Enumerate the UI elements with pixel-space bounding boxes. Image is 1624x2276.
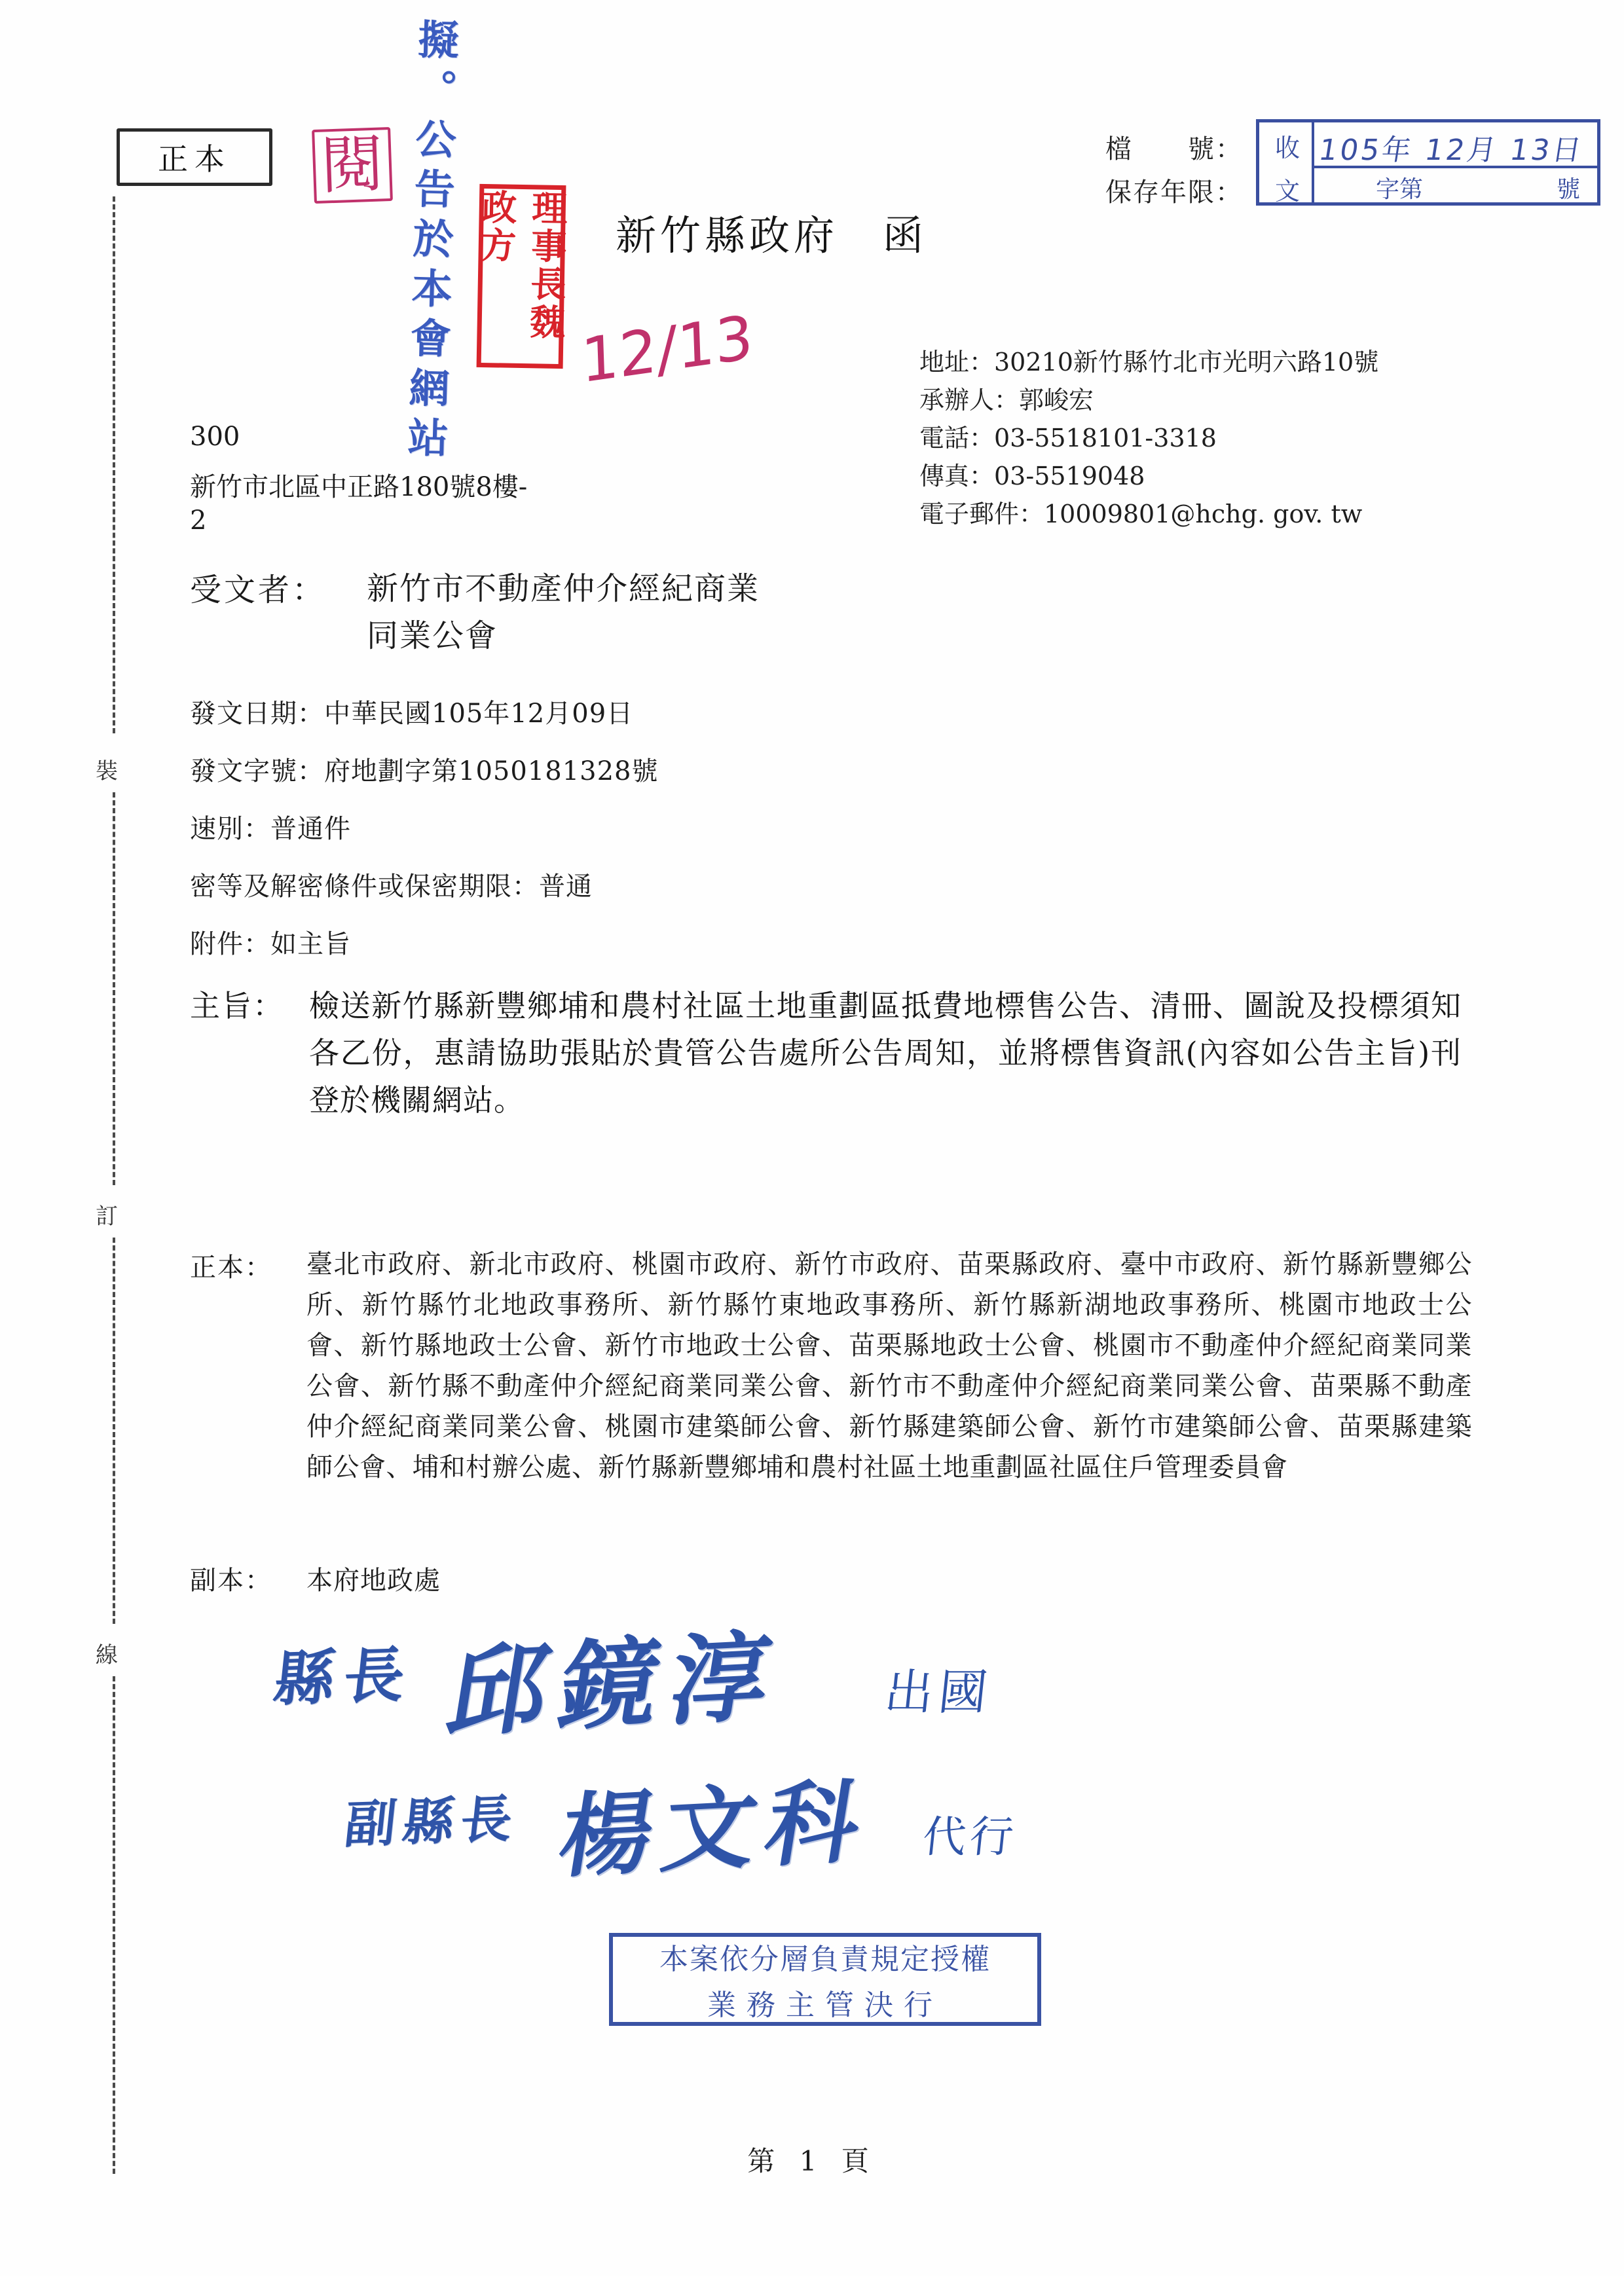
original-recipients-body: 臺北市政府、新北市政府、桃園市政府、新竹市政府、苗栗縣政府、臺中市政府、新竹縣新豐鄉公所、新竹縣竹北地政事務所、新竹縣竹東地政事務所、新竹縣新湖地政事務所、桃園市地政士公會、新竹縣地政士公會、新竹市地政士公會、苗栗縣地政士公會、桃園市不動產仲介經紀商業同業公會、新竹縣不動產仲介經紀商業同業公會、新竹市不動產仲介經紀商業同業公會、苗栗縣不動產仲介經紀商業同業公會、桃園市建築師公會、新竹縣建築師公會、新竹市建築師公會、苗栗縣建築師公會、埔和村辦公處、新竹縣新豐鄉埔和農村社區土地重劃區社區住戶管理委員會 bbox=[306, 1249, 1472, 1482]
authorization-stamp bbox=[609, 1933, 1041, 2026]
meta-document-number: 發文字號：府地劃字第1050181328號 bbox=[190, 756, 659, 786]
sender-contact-person: 承辦人：郭峻宏 bbox=[919, 386, 1094, 414]
signature-title-county-magistrate: 縣長 bbox=[270, 1639, 418, 1715]
signature-suffix-acting: 代行 bbox=[920, 1812, 1020, 1862]
binding-mark-ding: 訂 bbox=[96, 1203, 119, 1230]
page-footer: 第 1 頁 bbox=[747, 2145, 877, 2177]
binding-dash-4 bbox=[113, 1676, 115, 2174]
handwritten-note-annotation: 擬。公告於本會網站 bbox=[400, 18, 460, 467]
meta-issue-date: 發文日期：中華民國105年12月09日 bbox=[190, 699, 634, 729]
receipt-stamp bbox=[1256, 119, 1600, 206]
recipient-address-line-1: 新竹市北區中正路180號8樓- bbox=[190, 472, 528, 502]
binding-dash-2 bbox=[113, 792, 115, 1185]
meta-speed: 速別：普通件 bbox=[190, 814, 351, 844]
retention-period-label: 保存年限： bbox=[1105, 177, 1243, 208]
archive-number-label: 檔 號： bbox=[1105, 134, 1243, 164]
sender-contact-block bbox=[919, 343, 1378, 533]
signature-name-deputy-magistrate: 楊文科 bbox=[551, 1767, 879, 1892]
stamp-vertical-divider bbox=[1312, 122, 1314, 202]
chairman-seal bbox=[475, 184, 569, 369]
sender-phone: 電話：03-5518101-3318 bbox=[919, 424, 1217, 452]
signature-block bbox=[0, 1617, 1624, 1899]
page-title: 新竹縣政府 函 bbox=[616, 211, 928, 259]
signature-suffix-abroad: 出國 bbox=[881, 1664, 995, 1721]
duplicate-recipients-label: 副本： bbox=[190, 1566, 272, 1596]
binding-dash-3 bbox=[113, 1238, 115, 1624]
binding-mark-xian: 線 bbox=[96, 1642, 119, 1668]
recipient-address-line-2: 2 bbox=[190, 505, 207, 536]
sender-address: 地址：30210新竹縣竹北市光明六路10號 bbox=[919, 348, 1379, 376]
authorization-stamp-line-2: 業務主管決行 bbox=[707, 1989, 943, 2022]
recipient-name-line-1: 新竹市不動產仲介經紀商業 bbox=[367, 570, 760, 607]
authorization-stamp-line-1: 本案依分層負責規定授權 bbox=[659, 1943, 991, 1976]
stamp-word-document: 文 bbox=[1274, 177, 1300, 206]
chairman-seal-text: 理事長魏政方 bbox=[475, 188, 569, 342]
stamp-word-receive: 收 bbox=[1274, 134, 1300, 162]
subject-label: 主旨： bbox=[190, 988, 284, 1023]
receipt-serial-row bbox=[1320, 171, 1592, 204]
receipt-date-handwritten: 105年 12月 13日 bbox=[1316, 134, 1587, 167]
sender-fax: 傳真：03-5519048 bbox=[919, 462, 1145, 490]
recipient-name-line-2: 同業公會 bbox=[367, 617, 498, 654]
receipt-serial-suffix: 號 bbox=[1556, 176, 1580, 203]
recipient-zip: 300 bbox=[190, 422, 240, 452]
original-recipients-label: 正本： bbox=[190, 1253, 272, 1283]
handwritten-date-annotation: 12/13 bbox=[580, 302, 754, 397]
subject-body: 檢送新竹縣新豐鄉埔和農村社區土地重劃區抵費地標售公告、清冊、圖說及投標須知各乙份，惠請協助張貼於貴管公告處所公告周知，並將標售資訊(內容如公告主旨)刊登於機關網站。 bbox=[309, 988, 1462, 1118]
receipt-serial-prefix: 字第 bbox=[1376, 176, 1424, 203]
signature-name-county-magistrate: 邱鏡淳 bbox=[439, 1618, 792, 1752]
copy-type-box: 正本 bbox=[117, 128, 272, 186]
binding-mark-zhuang: 裝 bbox=[96, 758, 119, 784]
sender-email: 電子郵件：10009801@hchg. gov. tw bbox=[919, 500, 1363, 528]
review-seal-mark: 閱 bbox=[312, 127, 393, 204]
meta-attachment: 附件：如主旨 bbox=[190, 929, 351, 959]
signature-title-deputy-magistrate: 副縣長 bbox=[341, 1789, 522, 1855]
binding-dash-1 bbox=[113, 196, 115, 733]
duplicate-recipients-body: 本府地政處 bbox=[306, 1566, 441, 1596]
meta-secrecy: 密等及解密條件或保密期限：普通 bbox=[190, 872, 593, 902]
recipient-label: 受文者： bbox=[190, 572, 327, 608]
